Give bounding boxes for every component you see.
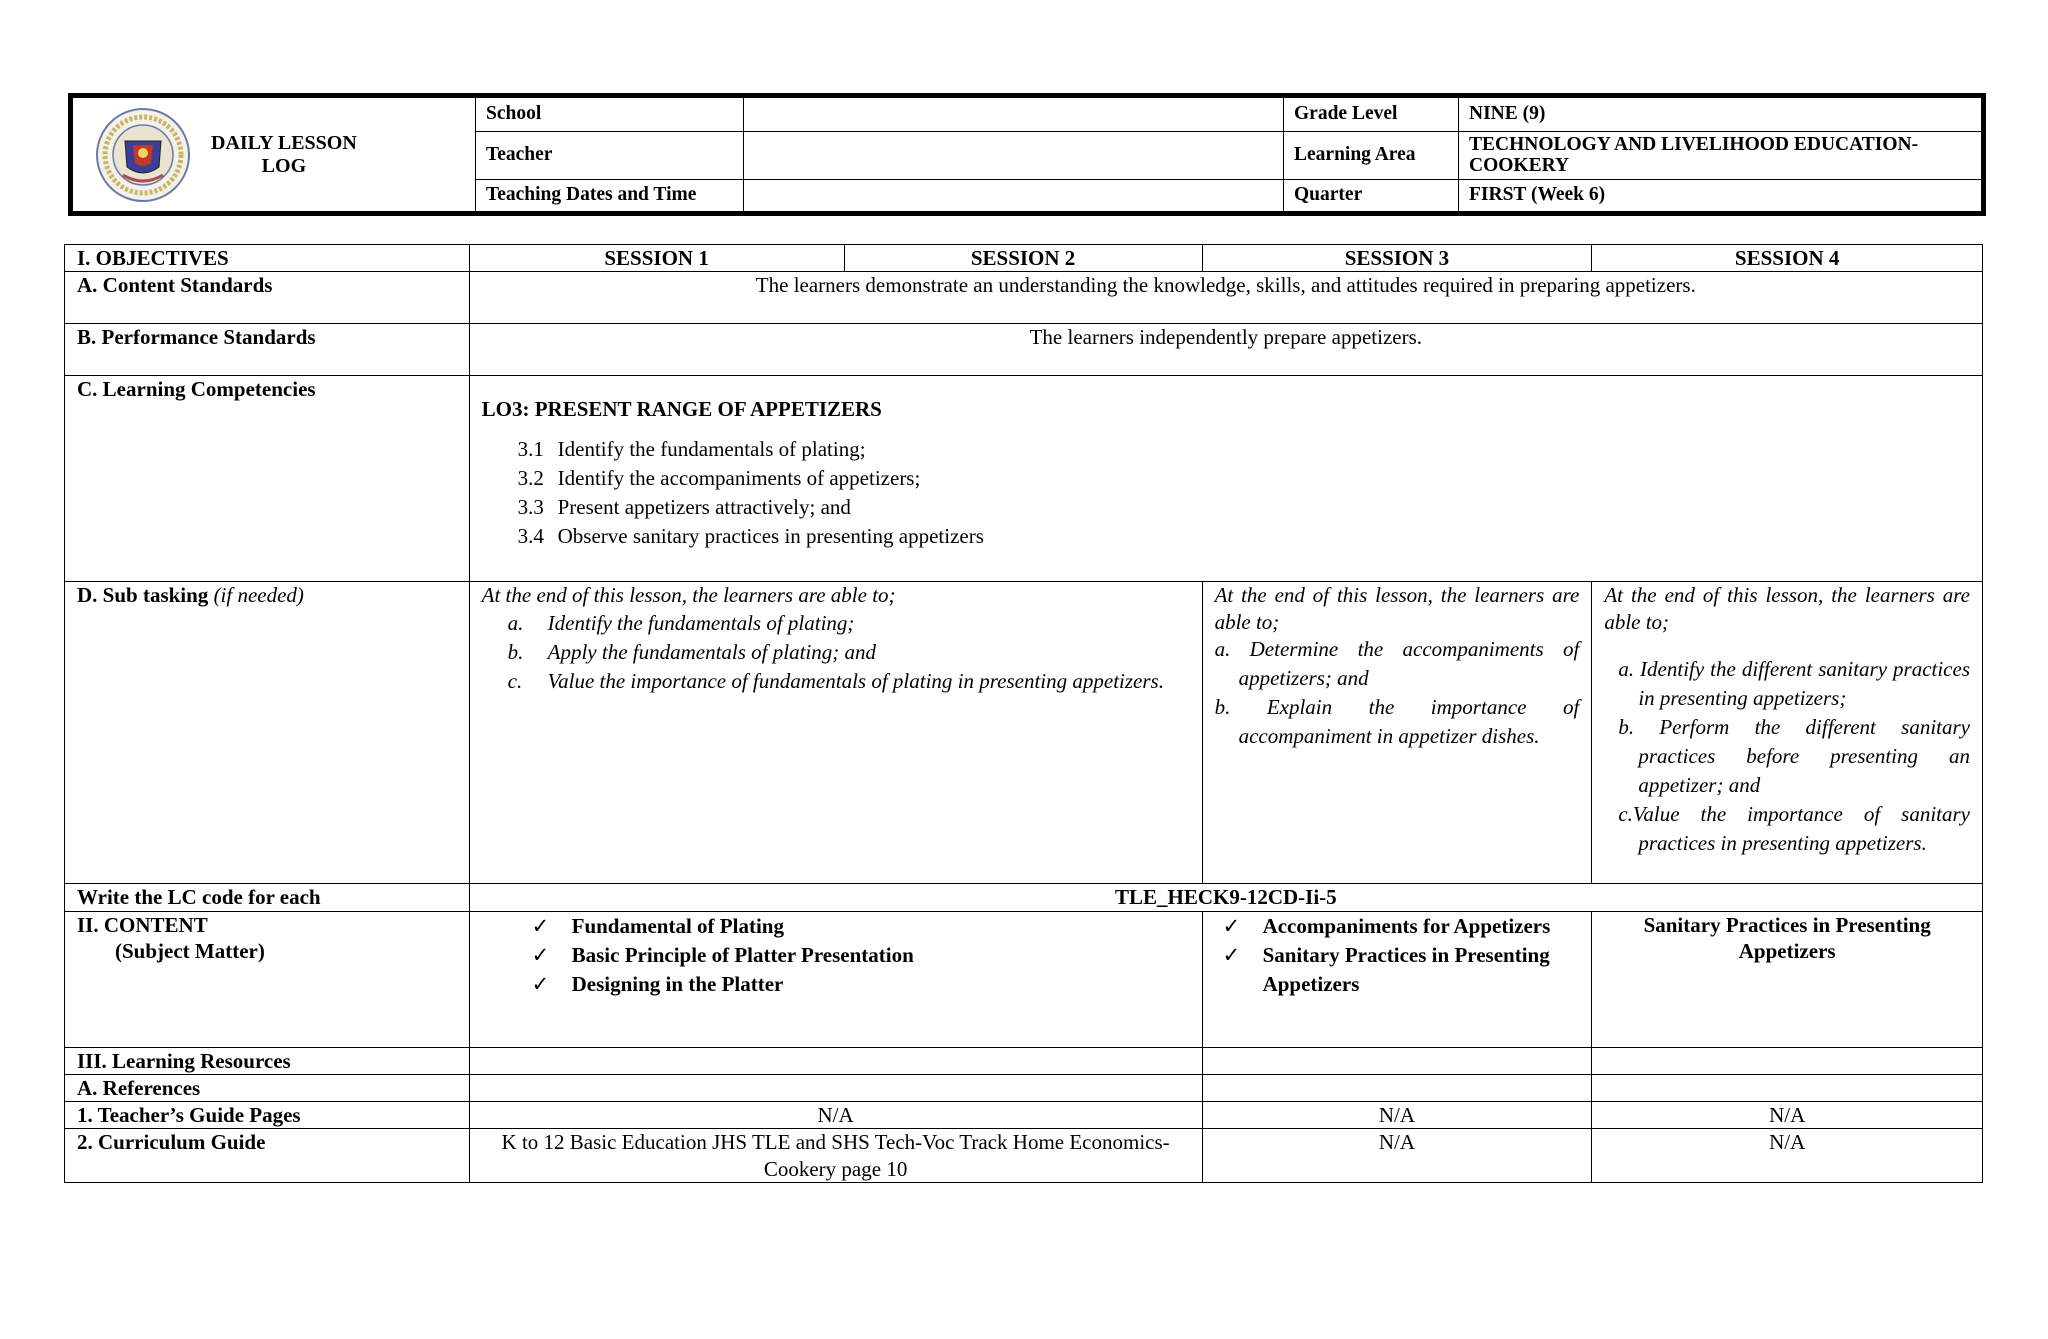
content-standards-row xyxy=(65,272,1983,324)
teachers-guide-s4: N/A xyxy=(1592,1102,1983,1129)
objectives-heading: I. OBJECTIVES xyxy=(65,245,470,272)
dates-value[interactable] xyxy=(744,179,1284,213)
sub-tasking-list xyxy=(482,609,1190,696)
sub-task-item: a. Identify the fundamentals of plating; xyxy=(507,610,855,635)
content-standards-label: A. Content Standards xyxy=(65,272,470,324)
sub-tasking-s4-a: a. Identify the different sanitary practices in presenting appetizers; xyxy=(1618,656,1970,710)
learning-competencies-row xyxy=(65,376,1983,582)
learning-area-line-1: TECHNOLOGY AND LIVELIHOOD EDUCATION- xyxy=(1469,133,1919,155)
check-icon: ✓ xyxy=(531,971,550,996)
grade-level-value: NINE (9) xyxy=(1459,96,1984,132)
references-s12 xyxy=(469,1074,1202,1101)
teachers-guide-s3: N/A xyxy=(1202,1102,1592,1129)
session-3-header: SESSION 3 xyxy=(1202,245,1592,272)
sub-tasking-s4-intro: At the end of this lesson, the learners are able to; xyxy=(1604,583,1970,634)
learning-competencies-label: C. Learning Competencies xyxy=(65,376,470,582)
session-2-header: SESSION 2 xyxy=(844,245,1202,272)
header-table xyxy=(68,93,1986,216)
learning-area-label: Learning Area xyxy=(1284,131,1459,179)
content-label-line-2: (Subject Matter) xyxy=(115,938,265,963)
content-standards-text: The learners demonstrate an understanding the knowledge, skills, and attitudes required in preparing appetizers. xyxy=(469,272,1982,324)
curriculum-guide-s12: K to 12 Basic Education JHS TLE and SHS Tech-Voc Track Home Economics-Cookery page 10 xyxy=(469,1129,1202,1183)
content-topic: ✓ Basic Principle of Platter Presentation xyxy=(572,941,1190,970)
content-label xyxy=(65,911,470,1047)
sub-tasking-s4-b: b. Perform the different sanitary practices before presenting an appetizer; and xyxy=(1618,714,1970,797)
lc-code-row xyxy=(65,884,1983,911)
sub-tasking-s3-intro: At the end of this lesson, the learners are able to; xyxy=(1214,583,1580,634)
quarter-label: Quarter xyxy=(1284,179,1459,213)
sub-tasking-session-3 xyxy=(1202,582,1592,884)
lc-code-value: TLE_HECK9-12CD-Ii-5 xyxy=(469,884,1982,911)
lc-code-label: Write the LC code for each xyxy=(65,884,470,911)
sub-tasking-intro: At the end of this lesson, the learners are able to; xyxy=(481,583,896,608)
competency-item: 3.2 Identify the accompaniments of appetizers; xyxy=(517,465,921,490)
check-icon: ✓ xyxy=(1222,942,1241,967)
learning-resources-label: III. Learning Resources xyxy=(65,1047,470,1074)
performance-standards-row xyxy=(65,324,1983,376)
teachers-guide-label: 1. Teacher’s Guide Pages xyxy=(65,1102,470,1129)
content-label-line-1: II. CONTENT xyxy=(77,912,208,937)
check-icon: ✓ xyxy=(531,913,550,938)
sub-tasking-s4-c: c.Value the importance of sanitary practices in presenting appetizers. xyxy=(1618,801,1970,855)
curriculum-guide-row xyxy=(65,1129,1983,1183)
title-line-1: DAILY LESSON xyxy=(211,131,357,154)
learning-competencies-cell xyxy=(469,376,1982,582)
check-icon: ✓ xyxy=(1222,913,1241,938)
sub-tasking-s3-b: b. Explain the importance of accompaniment in appetizer dishes. xyxy=(1214,694,1580,748)
references-s3 xyxy=(1202,1074,1592,1101)
sub-tasking-row xyxy=(65,582,1983,884)
content-topic-list xyxy=(482,912,1190,999)
school-value[interactable] xyxy=(744,96,1284,132)
content-topic: ✓ Accompaniments for Appetizers xyxy=(1263,912,1580,941)
session-4-header: SESSION 4 xyxy=(1592,245,1983,272)
check-icon: ✓ xyxy=(531,942,550,967)
sub-tasking-note: (if needed) xyxy=(213,583,304,608)
competency-item: 3.1 Identify the fundamentals of plating; xyxy=(517,436,866,461)
competencies-title: LO3: PRESENT RANGE OF APPETIZERS xyxy=(481,397,882,422)
document-title xyxy=(211,132,357,178)
teacher-label: Teacher xyxy=(476,131,744,179)
learning-area-line-2: COOKERY xyxy=(1469,155,1570,177)
logo-cell xyxy=(71,96,476,214)
teachers-guide-row xyxy=(65,1102,1983,1129)
references-label: A. References xyxy=(65,1074,470,1101)
content-row xyxy=(65,911,1983,1047)
competency-item: 3.3 Present appetizers attractively; and xyxy=(517,494,851,519)
content-topic: ✓ Fundamental of Plating xyxy=(572,912,1190,941)
sub-tasking-s3-a: a. Determine the accompaniments of appetizers; and xyxy=(1214,636,1580,690)
curriculum-guide-s4: N/A xyxy=(1592,1129,1983,1183)
deped-seal-icon xyxy=(93,105,193,205)
content-session-1-2 xyxy=(469,911,1202,1047)
content-session-3 xyxy=(1202,911,1592,1047)
references-row xyxy=(65,1074,1983,1101)
sub-tasking-label xyxy=(65,582,470,884)
performance-standards-label: B. Performance Standards xyxy=(65,324,470,376)
school-label: School xyxy=(476,96,744,132)
learning-resources-row xyxy=(65,1047,1983,1074)
quarter-value: FIRST (Week 6) xyxy=(1459,179,1984,213)
learning-resources-s4 xyxy=(1592,1047,1983,1074)
content-topic: ✓ Designing in the Platter xyxy=(572,970,1190,999)
sub-tasking-session-1-2 xyxy=(469,582,1202,884)
sub-tasking-label-text: D. Sub tasking xyxy=(77,583,209,608)
curriculum-guide-label: 2. Curriculum Guide xyxy=(65,1129,470,1183)
grade-level-label: Grade Level xyxy=(1284,96,1459,132)
content-topic: ✓ Sanitary Practices in Presenting Appetizers xyxy=(1222,942,1550,996)
teachers-guide-s12: N/A xyxy=(469,1102,1202,1129)
lesson-table xyxy=(64,244,1983,1183)
performance-standards-text: The learners independently prepare appetizers. xyxy=(469,324,1982,376)
content-topic-list-s3 xyxy=(1215,912,1580,999)
competencies-list xyxy=(482,435,1970,551)
session-1-header: SESSION 1 xyxy=(469,245,844,272)
references-s4 xyxy=(1592,1074,1983,1101)
dates-label: Teaching Dates and Time xyxy=(476,179,744,213)
learning-resources-s3 xyxy=(1202,1047,1592,1074)
sub-task-item: b. Apply the fundamentals of plating; and xyxy=(507,639,877,664)
learning-area-value xyxy=(1459,131,1984,179)
competency-item: 3.4 Observe sanitary practices in presenting appetizers xyxy=(517,523,984,548)
title-line-2: LOG xyxy=(261,154,307,177)
objectives-header-row xyxy=(65,245,1983,272)
curriculum-guide-s3: N/A xyxy=(1202,1129,1592,1183)
sub-task-item: c. Value the importance of fundamentals of plating in presenting appetizers. xyxy=(507,668,1164,693)
teacher-value[interactable] xyxy=(744,131,1284,179)
learning-resources-s12 xyxy=(469,1047,1202,1074)
content-session-4: Sanitary Practices in Presenting Appetizers xyxy=(1592,911,1983,1047)
sub-tasking-session-4 xyxy=(1592,582,1983,884)
